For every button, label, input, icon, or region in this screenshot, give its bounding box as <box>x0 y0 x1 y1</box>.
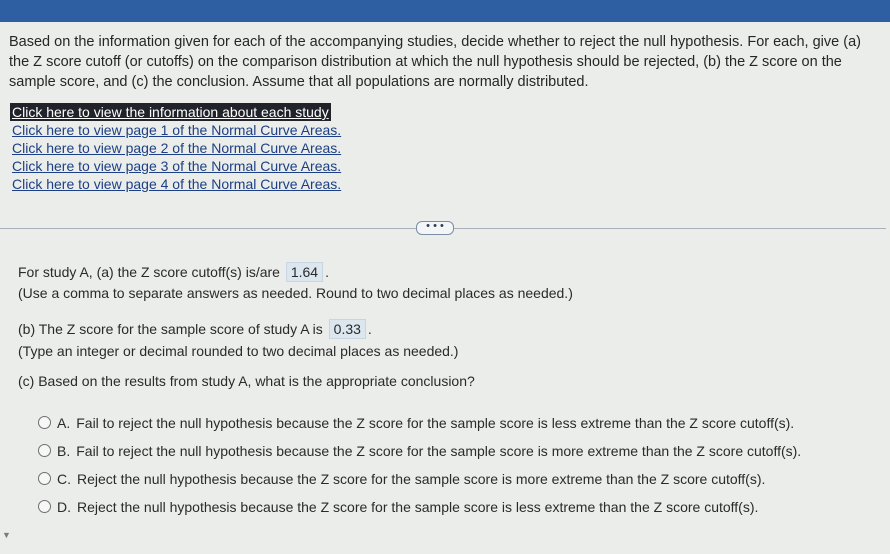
option-a-text: Fail to reject the null hypothesis because the Z score for the sample score is less extreme than the Z score cutoff(s). <box>76 415 795 431</box>
normal-curve-page-4-link[interactable]: Click here to view page 4 of the Normal Curve Areas. <box>12 176 342 192</box>
option-d[interactable] <box>38 498 758 516</box>
part-a-suffix: . <box>325 264 329 280</box>
part-c-prompt: (c) Based on the results from study A, what is the appropriate conclusion? <box>18 373 475 389</box>
normal-curve-page-1-link[interactable]: Click here to view page 1 of the Normal Curve Areas. <box>12 122 342 138</box>
option-a-letter: A. <box>57 415 71 431</box>
normal-curve-page-3-link[interactable]: Click here to view page 3 of the Normal Curve Areas. <box>12 158 342 174</box>
option-b[interactable] <box>38 442 801 460</box>
option-d-text: Reject the null hypothesis because the Z score for the sample score is less extreme than the Z score cutoff(s). <box>77 499 759 515</box>
study-info-link[interactable]: Click here to view the information about each study <box>12 104 329 120</box>
option-a[interactable] <box>38 414 794 432</box>
option-b-radio[interactable] <box>38 444 51 457</box>
option-b-text: Fail to reject the null hypothesis because the Z score for the sample score is more extreme than the Z score cutoff(s). <box>76 443 802 459</box>
option-a-radio[interactable] <box>38 416 51 429</box>
part-a-answer-field[interactable]: 1.64 <box>286 262 323 282</box>
option-c[interactable] <box>38 470 765 488</box>
part-a-hint: (Use a comma to separate answers as needed. Round to two decimal places as needed.) <box>18 285 573 301</box>
part-b-answer-field[interactable]: 0.33 <box>329 319 366 339</box>
part-b-suffix: . <box>367 321 372 337</box>
option-c-radio[interactable] <box>38 472 51 485</box>
option-b-letter: B. <box>57 443 71 459</box>
expand-button[interactable]: • • • <box>416 221 454 235</box>
option-d-letter: D. <box>57 499 71 515</box>
top-bar <box>0 0 890 22</box>
option-c-letter: C. <box>57 471 71 487</box>
part-a-prompt: For study A, (a) the Z score cutoff(s) is/are <box>18 264 280 280</box>
resource-links <box>12 103 341 193</box>
question-instructions: Based on the information given for each of the accompanying studies, decide whether to reject the null hypothesis. For each, give (a) the Z score cutoff (or cutoffs) on the comparison distribution at which the null hypothesis should be rejected, (b) the Z score on the sample score, and (c) the conclusion. Assume that all populations are normally distributed. <box>9 34 861 90</box>
option-d-radio[interactable] <box>38 500 51 513</box>
part-b-question <box>18 319 372 339</box>
question-panel <box>0 22 890 554</box>
part-a-question <box>18 262 329 282</box>
part-b-prompt: (b) The Z score for the sample score of study A is <box>18 321 323 337</box>
normal-curve-page-2-link[interactable]: Click here to view page 2 of the Normal Curve Areas. <box>12 140 342 156</box>
part-b-hint: (Type an integer or decimal rounded to two decimal places as needed.) <box>18 343 459 359</box>
option-c-text: Reject the null hypothesis because the Z score for the sample score is more extreme than the Z score cutoff(s). <box>77 471 766 487</box>
scroll-down-arrow-icon[interactable]: ▼ <box>2 530 11 540</box>
